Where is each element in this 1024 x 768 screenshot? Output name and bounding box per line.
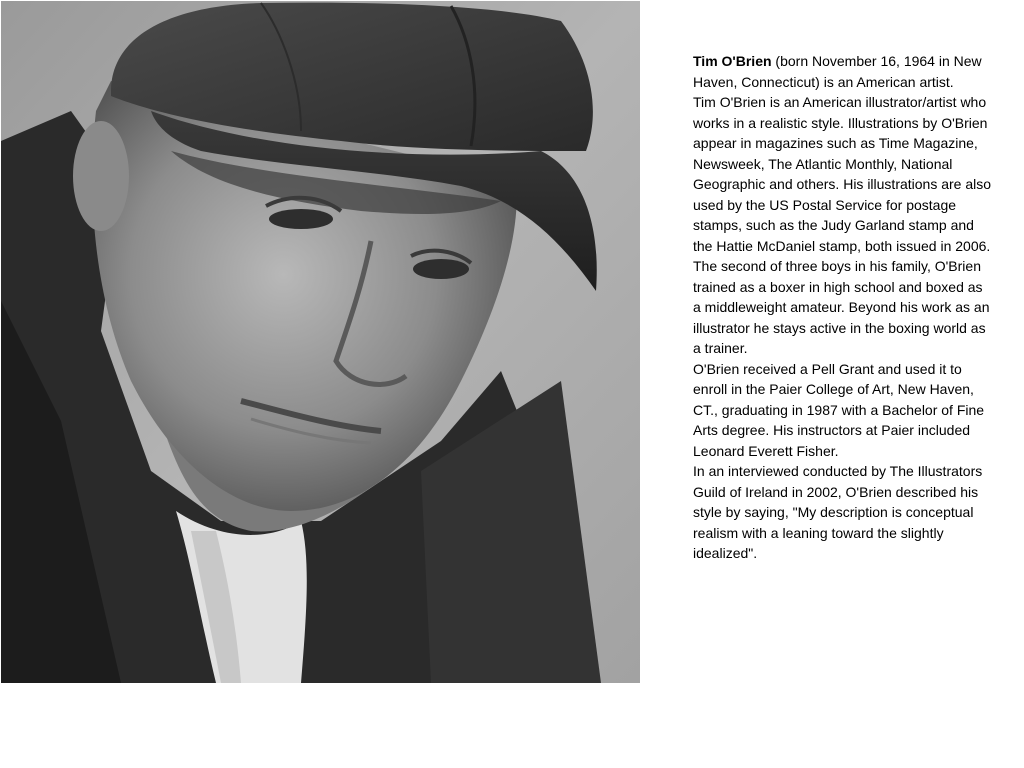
bio-name: Tim O'Brien [693,53,772,69]
bio-intro [693,51,993,92]
bio-paragraph: O'Brien received a Pell Grant and used it to enroll in the Paier College of Art, New Haven, CT., graduating in 1987 with a Bachelor of Fine Arts degree. His instructors at Paier included Leonard Everett Fisher. [693,360,985,459]
portrait-illustration [1,1,640,683]
bio-intro-text: (born November 16, 1964 in New Haven, Connecticut) is an American artist. [693,53,982,90]
bio-paragraph: The second of three boys in his family, O'Brien trained as a boxer in high school and boxed as a middleweight amateur. Beyond his work as an illustrator he stays active in the boxing world as a trainer. [693,258,990,356]
biography-text [693,51,993,564]
bio-paragraph: In an interviewed conducted by The Illustrators Guild of Ireland in 2002, O'Brien described his style by saying, "My description is conceptual realism with a leaning toward the slightly idealized". [693,463,983,561]
bio-paragraph: Tim O'Brien is an American illustrator/artist who works in a realistic style. Illustrations by O'Brien appear in magazines such as Time Magazine, Newsweek, The Atlantic Monthly, National Geographic and others. His illustrations are also used by the US Postal Service for postage stamps, such as the Judy Garland stamp and the Hattie McDaniel stamp, both issued in 2006. [693,94,992,254]
portrait-photo [1,1,640,683]
